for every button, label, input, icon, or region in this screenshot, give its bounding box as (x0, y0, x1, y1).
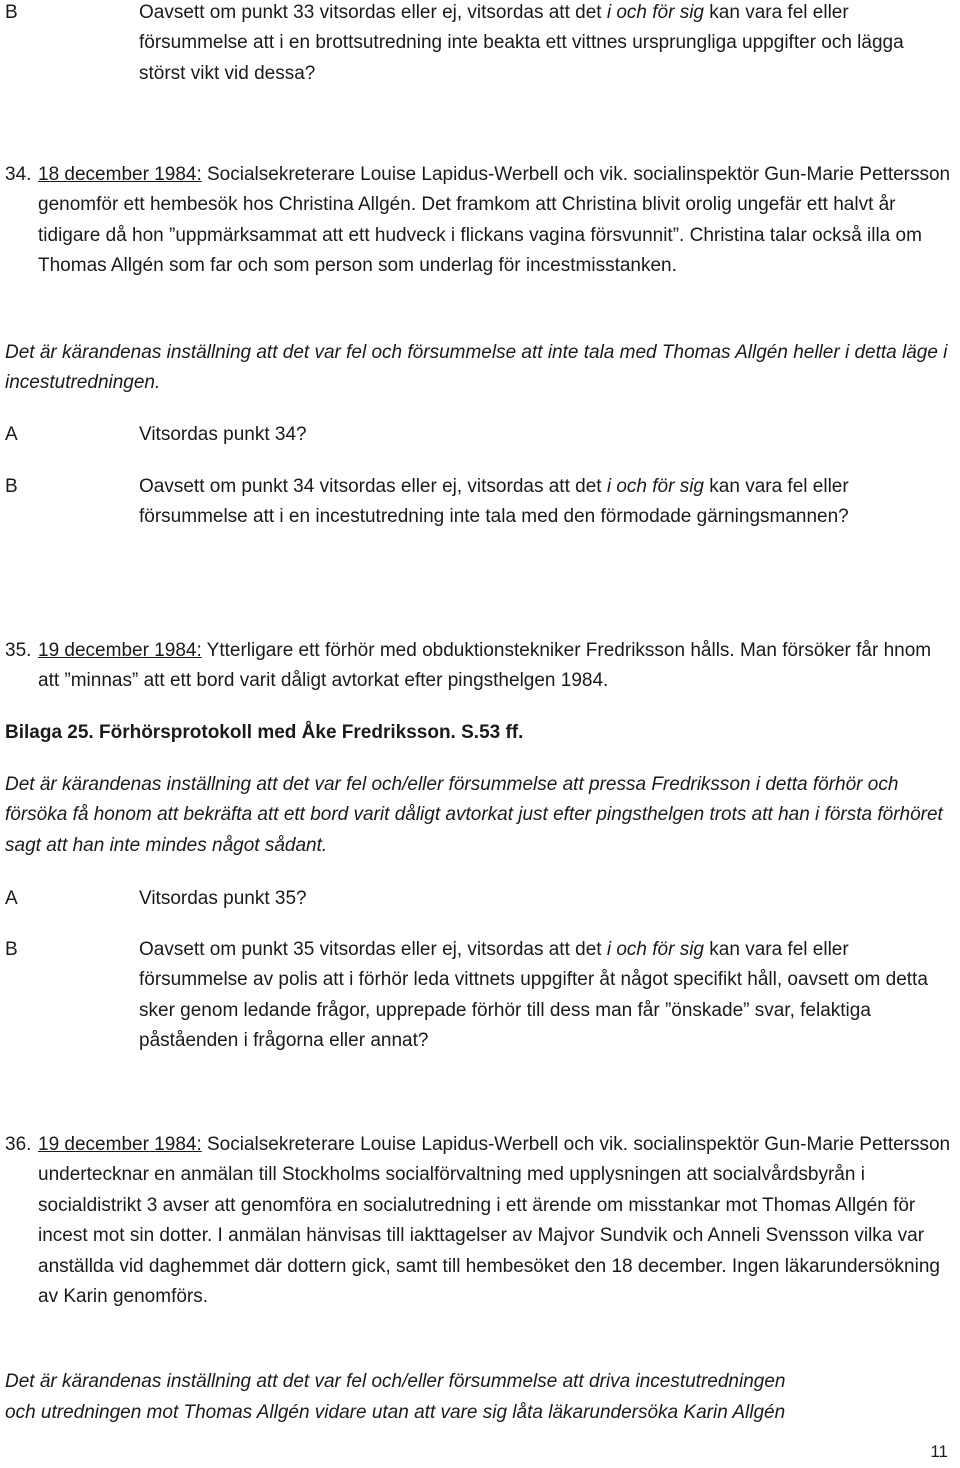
answer-33-text (139, 0, 954, 89)
question-34-text: Vitsordas punkt 34? (139, 424, 307, 445)
answer-33-post: kan vara fel eller försummelse att i en brottsutredning inte beakta ett vittnes ursprungliga uppgifter och lägga störst vikt vid dessa? (139, 2, 904, 84)
answer-34-letter: B (5, 476, 18, 497)
item-34-date: 18 december 1984: (38, 164, 202, 185)
answer-35-emphasis: i och för sig (606, 939, 704, 960)
claim-36-line-1: Det är kärandenas inställning att det var fel och/eller försummelse att driva incestutredningen (5, 1371, 786, 1392)
item-35-body: Ytterligare ett förhör med obduktionstekniker Fredriksson hålls. Man försöker får hnom att ”minnas” att ett bord varit dåligt avtorkat efter pingsthelgen 1984. (38, 640, 932, 692)
item-34-number: 34. (5, 164, 32, 185)
appendix-25: Bilaga 25. Förhörsprotokoll med Åke Fredriksson. S.53 ff. (5, 722, 524, 743)
question-34-letter: A (5, 424, 18, 445)
answer-34-post: kan vara fel eller försummelse att i en incestutredning inte tala med den förmodade gärningsmannen? (139, 476, 849, 528)
answer-33-pre: Oavsett om punkt 33 vitsordas eller ej, vitsordas att det (139, 2, 607, 23)
claim-34: Det är kärandenas inställning att det var fel och försummelse att inte tala med Thomas Allgén heller i detta läge i incestutredningen. (5, 342, 948, 394)
item-35-text (38, 636, 953, 697)
item-35-number: 35. (5, 640, 32, 661)
item-35-date: 19 december 1984: (38, 640, 202, 661)
item-36-number: 36. (5, 1134, 32, 1155)
claim-36-line-2: och utredningen mot Thomas Allgén vidare utan att vare sig låta läkarundersöka Karin Allgén (5, 1402, 786, 1423)
answer-33-emphasis: i och för sig (606, 2, 704, 23)
answer-34-pre: Oavsett om punkt 34 vitsordas eller ej, vitsordas att det (139, 476, 607, 497)
item-34-text (38, 160, 953, 282)
page-number: 11 (930, 1442, 948, 1461)
answer-35-post: kan vara fel eller försummelse av polis att i förhör leda vittnets uppgifter åt något specifikt håll, oavsett om detta sker genom ledande frågor, upprepade förhör till dess man får ”önskade” svar, felaktiga påståenden i frågorna eller annat? (139, 939, 928, 1052)
answer-33-letter: B (5, 2, 18, 23)
question-35-text: Vitsordas punkt 35? (139, 888, 307, 909)
claim-35: Det är kärandenas inställning att det var fel och/eller försummelse att pressa Fredriksson i detta förhör och försöka få honom att bekräfta att ett bord varit dåligt avtorkat just efter pingsthelgen trots att han i första förhöret sagt att han inte mindes något sådant. (5, 774, 943, 856)
answer-35-letter: B (5, 939, 18, 960)
item-36-text (38, 1130, 953, 1312)
answer-35-text (139, 935, 954, 1057)
item-36-body: Socialsekreterare Louise Lapidus-Werbell och vik. socialinspektör Gun-Marie Pettersson undertecknar en anmälan till Stockholms socialförvaltning med upplysningen att socialvårdsbyrån i socialdistrikt 3 avser att genomföra en socialutredning i ett ärende om misstankar mot Thomas Allgén för incest mot sin dotter. I anmälan hänvisas till iakttagelser av Majvor Sundvik och Anneli Svensson vilka var anställda vid daghemmet där dottern gick, samt till hembesöket den 18 december. Ingen läkarundersökning av Karin genomförs. (38, 1134, 951, 1308)
question-35-letter: A (5, 888, 18, 909)
answer-34-text (139, 472, 954, 533)
item-36-date: 19 december 1984: (38, 1134, 202, 1155)
answer-34-emphasis: i och för sig (606, 476, 704, 497)
answer-35-pre: Oavsett om punkt 35 vitsordas eller ej, vitsordas att det (139, 939, 607, 960)
item-34-body: Socialsekreterare Louise Lapidus-Werbell och vik. socialinspektör Gun-Marie Pettersson genomför ett hembesök hos Christina Allgén. Det framkom att Christina blivit orolig ungefär ett halvt år tidigare då hon ”uppmärksammat att ett hudveck i flickans vagina försvunnit”. Christina talar också illa om Thomas Allgén som far och som person som underlag för incestmisstanken. (38, 164, 951, 277)
